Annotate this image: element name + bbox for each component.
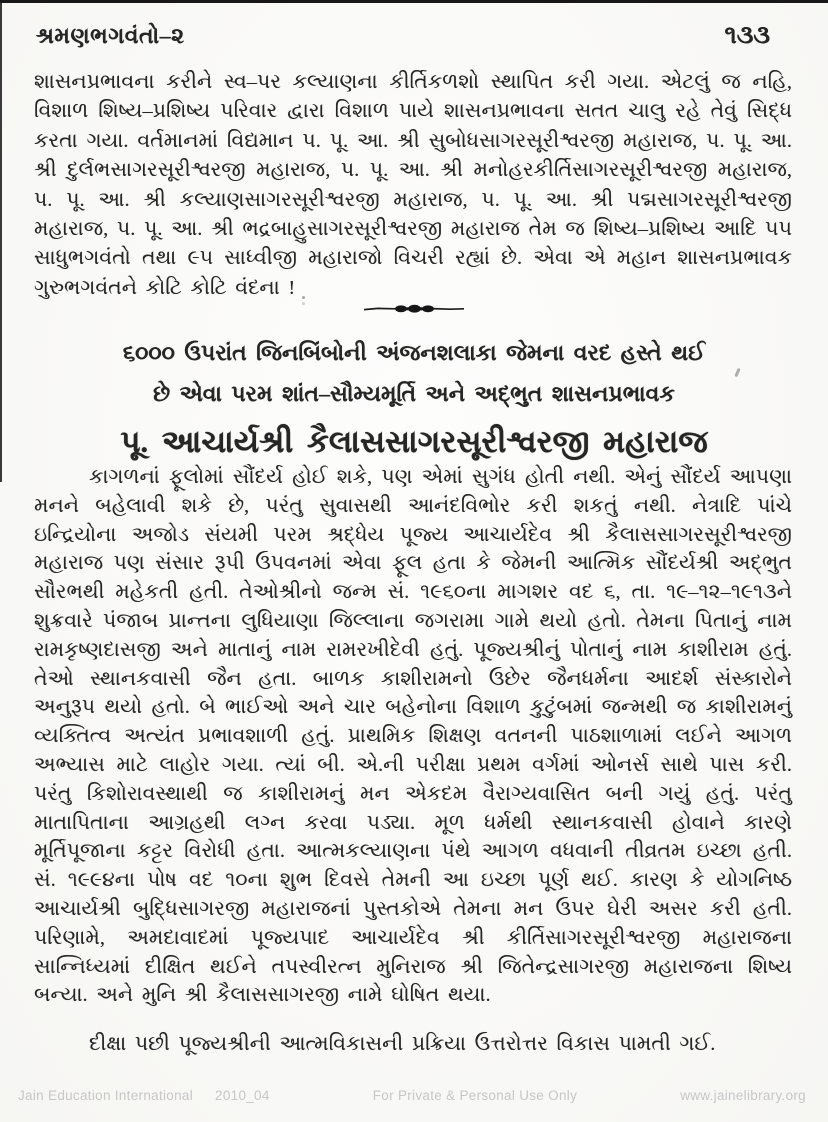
paragraph-after-diksha: દીક્ષા પછી પૂજ્યશ્રીની આત્મવિકાસની પ્રક્રિયા ઉત્તરોત્તર વિકાસ પામતી ગઈ.	[89, 1033, 716, 1055]
running-title: શ્રમણભગવંતો–૨	[36, 23, 185, 48]
scan-edge-top	[0, 0, 828, 3]
heading-intro-line2: છે એવા પરમ શાંત–સૌમ્યમૂર્તિ અને અદ્ભુત શાસનપ્રભાવક	[153, 381, 675, 406]
footer-left-group	[18, 1088, 270, 1103]
scan-footer	[18, 1088, 806, 1103]
footer-website: www.jainelibrary.org	[680, 1088, 806, 1103]
footer-usage-note: For Private & Personal Use Only	[372, 1088, 578, 1103]
ornamental-divider	[0, 302, 828, 316]
page-number: ૧૩૩	[724, 22, 770, 49]
acharya-name-title: પૂ. આચાર્યશ્રી કૈલાસસાગરસૂરીશ્વરજી મહારાજ	[120, 424, 708, 459]
heading-intro-line1: ૬૦૦૦ ઉપરાંત જિનબિંબોની અંજનશલાકા જેમના વરદ હસ્તે થઈ	[122, 340, 706, 365]
biography-section-heading	[60, 332, 768, 462]
scan-edge-left	[0, 0, 2, 482]
divider-rule-icon	[364, 302, 464, 316]
footer-code: 2010_04	[215, 1088, 270, 1103]
paragraph-conclusion-previous-acharya: શાસનપ્રભાવના કરીને સ્વ–પર કલ્યાણના કીર્તિકળશો સ્થાપિત કરી ગયા. એટલું જ નહિ, વિશાળ શિષ્ય–પ્રશિષ્ય પરિવાર દ્વારા વિશાળ પાયે શાસનપ્રભાવના સતત ચાલુ રહે તેવું સિદ્ધ કરતા ગયા. વર્તમાનમાં વિદ્યમાન પ. પૂ. આ. શ્રી સુબોધસાગરસૂરીશ્વરજી મહારાજ, પ. પૂ. આ. શ્રી દુર્લભસાગરસૂરીશ્વરજી મહારાજ, પ. પૂ. આ. શ્રી મનોહરકીર્તિસાગરસૂરીશ્વરજી મહારાજ, પ. પૂ. આ. શ્રી કલ્યાણસાગરસૂરીશ્વરજી મહારાજ, પ. પૂ. આ. શ્રી પદ્મસાગરસૂરીશ્વરજી મહારાજ, પ. પૂ. આ. શ્રી ભદ્રબાહુસાગરસૂરીશ્વરજી મહારાજ તેમ જ શિષ્ય–પ્રશિષ્ય આદિ ૫૫ સાધુભગવંતો તથા ૯૫ સાધ્વીજી મહારાજો વિચરી રહ્યાં છે. એવા એ મહાન શાસનપ્રભાવક ગુરુભગવંતને કોટિ કોટિ વંદના !	[34, 71, 792, 299]
paragraph-biography: કાગળનાં ફૂલોમાં સૌંદર્ય હોઈ શકે, પણ એમાં સુગંધ હોતી નથી. એનું સૌંદર્ય આપણા મનને બહેલાવી શકે છે, પરંતુ સુવાસથી આનંદવિભોર કરી શકતું નથી. નેત્રાદિ પાંચે ઇન્દ્રિયોના અજોડ સંયમી પરમ શ્રદ્ધેય પૂજ્ય આચાર્યદેવ શ્રી કૈલાસસાગરસૂરીશ્વરજી મહારાજ પણ સંસાર રૂપી ઉપવનમાં એવા ફૂલ હતા કે જેમની આત્મિક સૌંદર્યશ્રી અદ્ભુત સૌરભથી મહેકતી હતી. તેઓશ્રીનો જન્મ સં. ૧૯૬૦ના માગશર વદ ૬, તા. ૧૯–૧૨–૧૯૧૩ને શુક્રવારે પંજાબ પ્રાન્તના લુધિયાણા જિલ્લાના જગરામા ગામે થયો હતો. તેમના પિતાનું નામ રામકૃષ્ણદાસજી અને માતાનું નામ રામરખીદેવી હતું. પૂજ્યશ્રીનું પોતાનું નામ કાશીરામ હતું. તેઓ સ્થાનકવાસી જૈન હતા. બાળક કાશીરામનો ઉછેર જૈનધર્મના આદર્શ સંસ્કારોને અનુરૂપ થયો હતો. બે ભાઈઓ અને ચાર બહેનોના વિશાળ કુટુંબમાં જન્મથી જ કાશીરામનું વ્યક્તિત્વ અત્યંત પ્રભાવશાળી હતું. પ્રાથમિક શિક્ષણ વતનની પાઠશાળામાં લઈને આગળ અભ્યાસ માટે લાહોર ગયા. ત્યાં બી. એ.ની પરીક્ષા પ્રથમ વર્ગમાં ઓનર્સ સાથે પાસ કરી. પરંતુ કિશોરાવસ્થાથી જ કાશીરામનું મન એકદમ વૈરાગ્યવાસિત બની ગયું હતું. પરંતુ માતાપિતાના આગ્રહથી લગ્ન કરવા પડ્યા. મૂળ ધર્મથી સ્થાનકવાસી હોવાને કારણે મૂર્તિપૂજાના કટ્ટર વિરોધી હતા. આત્મકલ્યાણના પંથે આગળ વધવાની તીવ્રતમ ઇચ્છા હતી. સં. ૧૯૯૪ના પોષ વદ ૧૦ના શુભ દિવસે તેમની આ ઇચ્છા પૂર્ણ થઈ. કારણ કે યોગનિષ્ઠ આચાર્યશ્રી બુદ્ધિસાગરજી મહારાજનાં પુસ્તકોએ તેમના મન ઉપર ઘેરી અસર કરી હતી. પરિણામે, અમદાવાદમાં પૂજ્યપાદ આચાર્યદેવ શ્રી કીર્તિસાગરસૂરીશ્વરજી મહારાજના સાન્નિધ્યમાં દીક્ષિત થઈને તપસ્વીરત્ન મુનિરાજ શ્રી જિતેન્દ્રસાગરજી મહારાજના શિષ્ય બન્યા. અને મુનિ શ્રી કૈલાસસાગરજી નામે ઘોષિત થયા.	[34, 466, 792, 1007]
running-header	[36, 22, 770, 50]
footer-publisher: Jain Education International	[18, 1088, 194, 1103]
